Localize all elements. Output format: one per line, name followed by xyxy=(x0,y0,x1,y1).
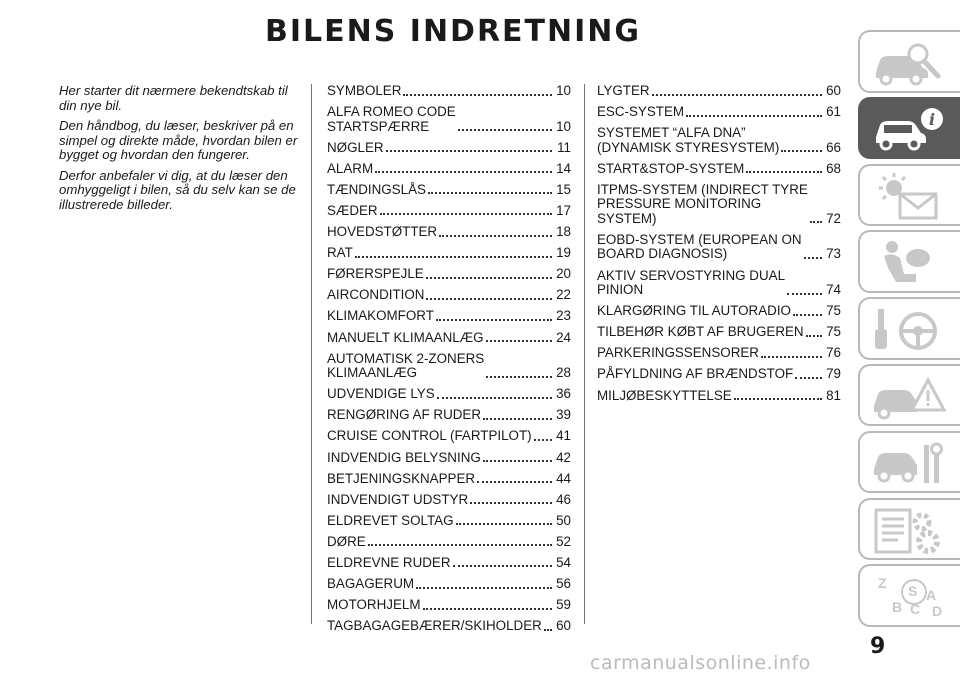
toc-entry-page: 23 xyxy=(556,308,571,324)
toc-entry-label: BETJENINGSKNAPPER xyxy=(327,470,476,486)
toc-entry-label: START&STOP-SYSTEM xyxy=(597,160,745,176)
toc-entry-label: DØRE xyxy=(327,533,366,549)
toc-entry[interactable] xyxy=(597,367,841,382)
intro-text xyxy=(59,84,305,218)
toc-entry[interactable] xyxy=(327,514,571,529)
toc-entry[interactable] xyxy=(327,225,571,240)
page-number: 9 xyxy=(870,634,886,659)
column-divider xyxy=(584,84,585,624)
toc-entry[interactable] xyxy=(597,105,841,120)
toc-entry[interactable] xyxy=(327,141,571,156)
tab-car-info[interactable] xyxy=(858,97,960,160)
toc-entry-label: MANUELT KLIMAANLÆG xyxy=(327,329,484,345)
toc-entry-page: 76 xyxy=(826,345,841,361)
toc-entry[interactable] xyxy=(327,493,571,508)
toc-leader-dots xyxy=(403,94,552,96)
toc-entry-label: CRUISE CONTROL (FARTPILOT) xyxy=(327,428,532,444)
toc-entry-label: KLIMAKOMFORT xyxy=(327,308,434,324)
toc-entry-label: MILJØBESKYTTELSE xyxy=(597,387,732,403)
toc-entry-page: 46 xyxy=(556,491,571,507)
toc-entry[interactable] xyxy=(597,269,841,298)
toc-entry-label: BAGAGERUM xyxy=(327,576,415,592)
toc-entry-page: 14 xyxy=(556,160,571,176)
toc-entry-page: 20 xyxy=(556,266,571,282)
toc-entry-page: 54 xyxy=(556,554,571,570)
toc-entry-page: 68 xyxy=(826,160,841,176)
svg-text:S: S xyxy=(908,583,918,600)
toc-entry-label: ELDREVNE RUDER xyxy=(327,554,451,570)
toc-entry-page: 60 xyxy=(556,618,571,634)
intro-paragraph: Her starter dit nærmere bekendtskab til din nye bil. xyxy=(59,83,288,113)
toc-entry-label: RAT xyxy=(327,245,353,261)
toc-entry[interactable] xyxy=(327,387,571,402)
toc-entry-label: UDVENDIGE LYS xyxy=(327,386,435,402)
toc-entry-label: RENGØRING AF RUDER xyxy=(327,407,482,423)
toc-entry-label: PARKERINGSSENSORER xyxy=(597,345,759,361)
tab-starting-driving[interactable] xyxy=(858,297,960,360)
toc-leader-dots xyxy=(795,377,822,379)
toc-entry-page: 15 xyxy=(556,181,571,197)
toc-entry[interactable] xyxy=(597,126,841,155)
toc-leader-dots xyxy=(483,418,552,420)
toc-entry-page: 56 xyxy=(556,576,571,592)
toc-leader-dots xyxy=(486,376,552,378)
toc-entry-label: AUTOMATISK 2-ZONERS KLIMAANLÆG xyxy=(327,350,485,381)
toc-entry[interactable] xyxy=(327,204,571,219)
chapter-tabs xyxy=(858,30,960,631)
toc-entry[interactable] xyxy=(327,309,571,324)
toc-leader-dots xyxy=(746,171,822,173)
toc-leader-dots xyxy=(544,629,552,631)
toc-entry-label: SYMBOLER xyxy=(327,83,402,98)
toc-entry-page: 50 xyxy=(556,512,571,528)
toc-entry[interactable] xyxy=(597,84,841,99)
toc-leader-dots xyxy=(368,544,552,546)
specifications-gear-icon xyxy=(870,506,950,556)
tab-car-search[interactable] xyxy=(858,30,960,93)
tab-warning-lights[interactable] xyxy=(858,164,960,227)
toc-leader-dots xyxy=(652,94,822,96)
svg-text:A: A xyxy=(926,587,937,604)
toc-entry-label: SYSTEMET “ALFA DNA” (DYNAMISK STYRESYSTEM) xyxy=(597,125,780,155)
intro-paragraph: Den håndbog, du læser, beskriver på en simpel og direkte måde, hvordan bilen er bygget og hvordan den fungerer. xyxy=(59,118,298,162)
toc-entry-page: 74 xyxy=(826,282,841,298)
toc-leader-dots xyxy=(534,439,552,441)
toc-leader-dots xyxy=(437,397,552,399)
toc-entry-label: PÅFYLDNING AF BRÆNDSTOF xyxy=(597,366,794,382)
column-divider xyxy=(311,84,312,624)
toc-entry[interactable] xyxy=(327,246,571,261)
toc-leader-dots xyxy=(793,314,822,316)
toc-leader-dots xyxy=(436,319,552,321)
toc-entry-page: 36 xyxy=(556,386,571,402)
svg-text:C: C xyxy=(910,601,921,618)
toc-entry-page: 22 xyxy=(556,287,571,303)
toc-entry-label: AIRCONDITION xyxy=(327,287,425,303)
tab-index[interactable] xyxy=(858,564,960,627)
toc-leader-dots xyxy=(355,256,552,258)
toc-entry-label: FØRERSPEJLE xyxy=(327,266,424,282)
toc-entry-label: MOTORHJELM xyxy=(327,597,421,613)
toc-leader-dots xyxy=(477,481,552,483)
toc-leader-dots xyxy=(380,213,552,215)
toc-entry-label: TILBEHØR KØBT AF BRUGEREN xyxy=(597,324,804,340)
toc-entry[interactable] xyxy=(327,183,571,198)
toc-entry-label: INDVENDIG BELYSNING xyxy=(327,449,481,465)
key-steering-wheel-icon xyxy=(870,305,950,355)
toc-entry[interactable] xyxy=(597,233,841,262)
toc-entry-label: ELDREVET SOLTAG xyxy=(327,512,454,528)
toc-entry[interactable] xyxy=(597,389,841,404)
toc-leader-dots xyxy=(439,235,552,237)
toc-entry-label: NØGLER xyxy=(327,139,384,155)
toc-entry[interactable] xyxy=(327,472,571,487)
toc-entry-label: HOVEDSTØTTER xyxy=(327,224,438,240)
toc-entry[interactable] xyxy=(327,598,571,613)
toc-entry-page: 41 xyxy=(556,428,571,444)
toc-leader-dots xyxy=(453,565,552,567)
toc-entry-page: 44 xyxy=(556,470,571,486)
toc-entry-page: 10 xyxy=(556,118,571,134)
toc-entry[interactable] xyxy=(597,325,841,340)
svg-text:Z: Z xyxy=(878,575,887,592)
toc-entry[interactable] xyxy=(327,451,571,466)
toc-entry[interactable] xyxy=(327,105,571,134)
toc-entry-label: KLARGØRING TIL AUTORADIO xyxy=(597,303,791,319)
toc-entry-label: TÆNDINGSLÅS xyxy=(327,181,426,197)
toc-entry-page: 61 xyxy=(826,104,841,120)
toc-entry-page: 81 xyxy=(826,387,841,403)
toc-leader-dots xyxy=(426,277,552,279)
toc-leader-dots xyxy=(458,129,552,131)
toc-entry-page: 19 xyxy=(556,245,571,261)
toc-entry-page: 10 xyxy=(556,83,571,98)
car-warning-triangle-icon xyxy=(870,372,950,422)
intro-paragraph: Derfor anbefaler vi dig, at du læser den omhyggeligt i bilen, så du selv kan se de illustrerede billeder. xyxy=(59,167,296,212)
toc-entry-page: 24 xyxy=(556,329,571,345)
tab-safety[interactable] xyxy=(858,230,960,293)
toc-entry[interactable] xyxy=(327,429,571,444)
svg-text:i: i xyxy=(928,109,936,129)
toc-entry[interactable] xyxy=(327,288,571,303)
toc-entry[interactable] xyxy=(327,556,571,571)
toc-entry[interactable] xyxy=(597,183,841,227)
tab-maintenance[interactable] xyxy=(858,431,960,494)
toc-leader-dots xyxy=(810,221,822,223)
toc-entry-page: 75 xyxy=(826,324,841,340)
svg-text:D: D xyxy=(932,603,943,620)
toc-entry-page: 52 xyxy=(556,533,571,549)
watermark: carmanualsonline.info xyxy=(590,652,811,674)
car-search-icon xyxy=(870,38,950,88)
toc-entry-label: INDVENDIGT UDSTYR xyxy=(327,491,469,507)
toc-entry-page: 66 xyxy=(826,139,841,155)
toc-entry-page: 18 xyxy=(556,224,571,240)
toc-entry-page: 11 xyxy=(557,139,571,155)
toc-entry[interactable] xyxy=(597,162,841,177)
toc-leader-dots xyxy=(426,298,552,300)
toc-leader-dots xyxy=(781,150,822,152)
toc-entry-label: TAGBAGAGEBÆRER/SKIHOLDER xyxy=(327,618,542,634)
airbag-seat-icon xyxy=(870,238,950,288)
toc-entry-label: ITPMS-SYSTEM (INDIRECT TYRE PRESSURE MONITORING SYSTEM) xyxy=(597,181,808,226)
toc-leader-dots xyxy=(483,460,552,462)
toc-entry[interactable] xyxy=(327,619,571,634)
toc-entry[interactable] xyxy=(327,577,571,592)
alphabet-index-icon xyxy=(870,572,950,622)
toc-leader-dots xyxy=(375,171,552,173)
toc-entry-page: 42 xyxy=(556,449,571,465)
toc-leader-dots xyxy=(806,335,822,337)
page-title: BILENS INDRETNING xyxy=(264,14,642,49)
toc-entry-label: ESC-SYSTEM xyxy=(597,104,685,120)
car-service-tools-icon xyxy=(870,439,950,489)
tab-technical-data[interactable] xyxy=(858,498,960,561)
toc-entry-page: 75 xyxy=(826,303,841,319)
car-info-icon xyxy=(870,105,950,155)
toc-entry-page: 72 xyxy=(826,210,841,226)
toc-leader-dots xyxy=(734,398,822,400)
warning-light-envelope-icon xyxy=(870,172,950,222)
toc-entry-label: EOBD-SYSTEM (EUROPEAN ON BOARD DIAGNOSIS) xyxy=(597,231,802,262)
toc-column-1 xyxy=(327,84,571,640)
toc-entry[interactable] xyxy=(327,408,571,423)
toc-entry[interactable] xyxy=(597,304,841,319)
toc-entry-label: SÆDER xyxy=(327,202,378,218)
toc-entry[interactable] xyxy=(597,346,841,361)
toc-leader-dots xyxy=(470,502,552,504)
tab-emergency[interactable] xyxy=(858,364,960,427)
toc-entry-label: AKTIV SERVOSTYRING DUAL PINION xyxy=(597,267,786,298)
toc-entry-label: ALFA ROMEO CODE STARTSPÆRRE xyxy=(327,104,456,134)
toc-entry-page: 17 xyxy=(556,202,571,218)
toc-leader-dots xyxy=(486,340,552,342)
toc-leader-dots xyxy=(423,608,553,610)
toc-entry[interactable] xyxy=(327,331,571,346)
toc-entry-label: ALARM xyxy=(327,160,374,176)
toc-leader-dots xyxy=(787,293,822,295)
toc-entry[interactable] xyxy=(327,162,571,177)
toc-entry[interactable] xyxy=(327,352,571,381)
toc-leader-dots xyxy=(428,192,552,194)
toc-leader-dots xyxy=(386,150,552,152)
toc-column-2 xyxy=(597,84,841,410)
toc-leader-dots xyxy=(686,115,822,117)
svg-text:B: B xyxy=(892,599,903,616)
toc-entry-page: 28 xyxy=(556,365,571,381)
toc-entry-page: 73 xyxy=(826,246,841,262)
toc-leader-dots xyxy=(456,523,552,525)
toc-leader-dots xyxy=(416,587,552,589)
toc-leader-dots xyxy=(761,356,822,358)
toc-leader-dots xyxy=(804,257,822,259)
toc-entry-label: LYGTER xyxy=(597,83,650,98)
toc-entry-page: 39 xyxy=(556,407,571,423)
toc-entry[interactable] xyxy=(327,84,571,99)
toc-entry-page: 59 xyxy=(556,597,571,613)
toc-entry[interactable] xyxy=(327,267,571,282)
toc-entry-page: 60 xyxy=(826,83,841,98)
toc-entry[interactable] xyxy=(327,535,571,550)
toc-entry-page: 79 xyxy=(826,366,841,382)
